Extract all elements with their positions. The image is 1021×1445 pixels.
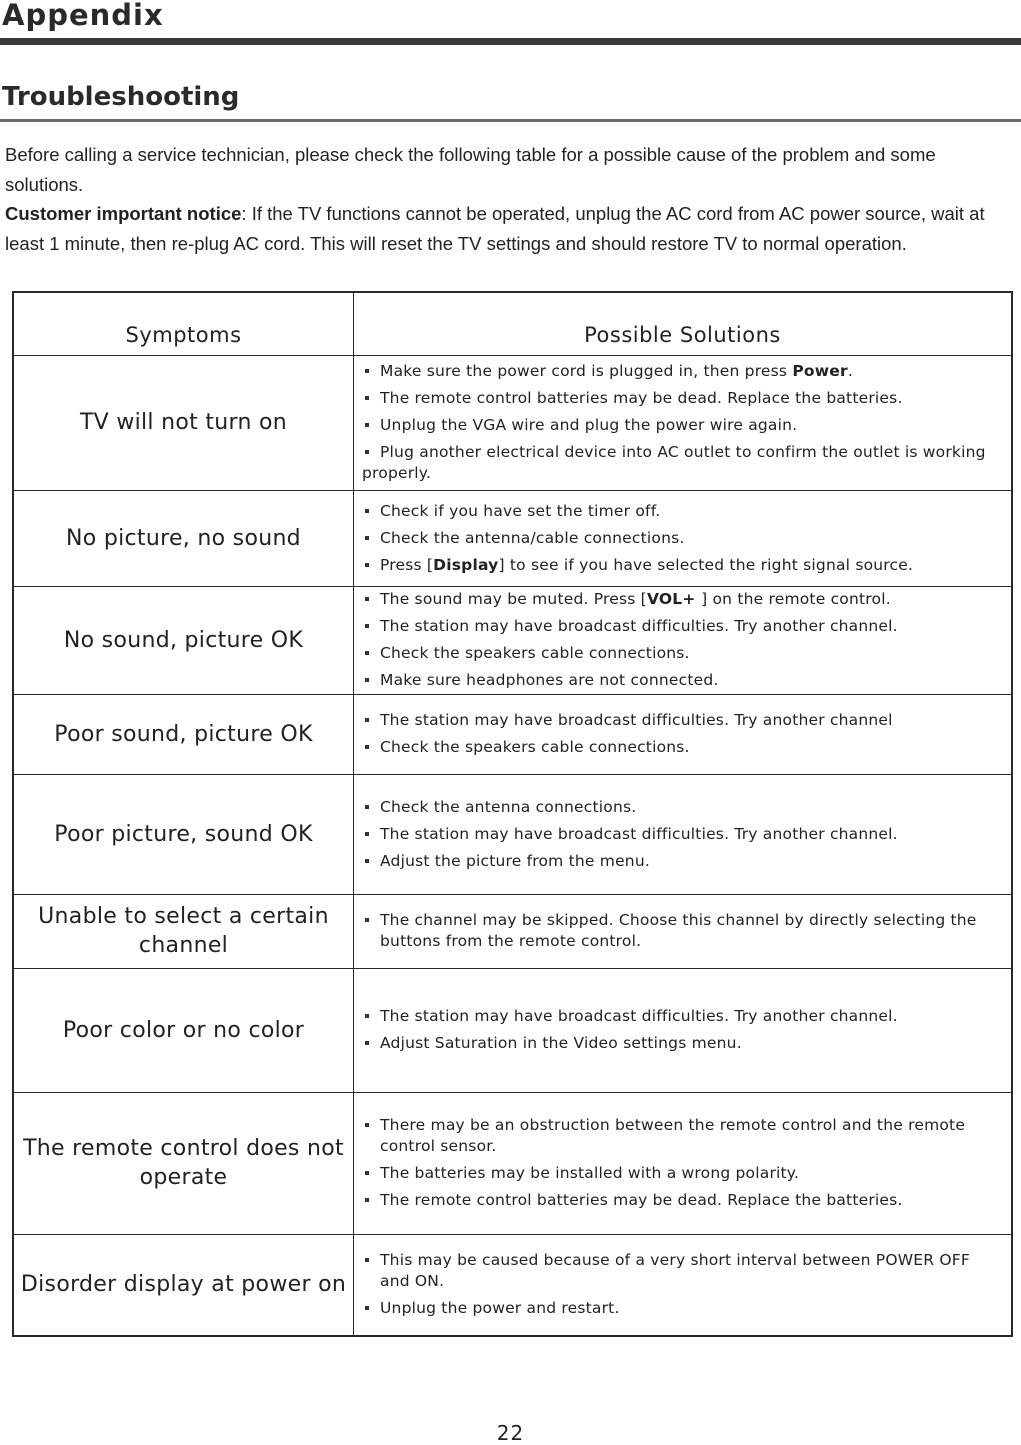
solution-item: Make sure the power cord is plugged in, then press Power.	[362, 361, 1003, 382]
solution-item: Adjust Saturation in the Video settings menu.	[362, 1033, 1003, 1054]
symptom-cell: Poor color or no color	[62, 1017, 305, 1043]
table-row	[14, 490, 1011, 587]
table-row	[14, 586, 1011, 695]
solutions-cell	[362, 774, 1003, 894]
solutions-cell	[362, 1092, 1003, 1234]
solution-item: The station may have broadcast difficulties. Try another channel.	[362, 1006, 1003, 1027]
solution-item: This may be caused because of a very short interval between POWER OFF and ON.	[362, 1250, 1003, 1292]
solutions-cell	[362, 694, 1003, 774]
page-number: 22	[496, 1421, 525, 1445]
troubleshooting-table	[12, 291, 1013, 1337]
solution-item: The batteries may be installed with a wrong polarity.	[362, 1163, 1003, 1184]
solution-item: The sound may be muted. Press [VOL+ ] on the remote control.	[362, 589, 1003, 610]
table-row	[14, 694, 1011, 775]
solution-item: Press [Display] to see if you have selected the right signal source.	[362, 555, 1003, 576]
symptom-cell: Disorder display at power on	[20, 1272, 347, 1297]
notice-label: Customer important notice	[5, 203, 242, 224]
heading-divider	[0, 38, 1021, 45]
solutions-cell	[362, 490, 1003, 586]
solution-item: The channel may be skipped. Choose this channel by directly selecting the buttons from the remote control.	[362, 910, 1003, 952]
solutions-cell	[362, 1234, 1003, 1335]
solutions-cell	[362, 968, 1003, 1092]
symptom-cell: No picture, no sound	[66, 525, 301, 551]
solution-item: Adjust the picture from the menu.	[362, 851, 1003, 872]
symptom-cell: Poor picture, sound OK	[54, 821, 313, 847]
symptom-cell: Unable to select a certain channel	[38, 904, 329, 958]
table-row	[14, 894, 1011, 969]
table-row	[14, 968, 1011, 1093]
table-header	[14, 293, 1011, 356]
table-row	[14, 1234, 1011, 1335]
header-symptoms: Symptoms	[125, 323, 242, 347]
solutions-cell	[362, 894, 1003, 968]
section-divider	[0, 119, 1021, 122]
keyword: Display	[433, 555, 499, 574]
symptom-cell: The remote control does not operate	[23, 1136, 344, 1190]
solution-item: The remote control batteries may be dead. Replace the batteries.	[362, 388, 1003, 409]
solution-item: Check the antenna connections.	[362, 797, 1003, 818]
solution-item: Make sure headphones are not connected.	[362, 670, 1003, 691]
header-solutions: Possible Solutions	[584, 323, 781, 347]
intro-block	[5, 140, 1015, 258]
solution-item: Unplug the VGA wire and plug the power wire again.	[362, 415, 1003, 436]
symptom-cell: Poor sound, picture OK	[54, 721, 313, 747]
notice-text: If the TV functions cannot be operated, unplug the AC cord from AC power source, wait at least 1 minute, then re-plug AC cord. This will reset the TV settings and should restore TV to normal operation.	[5, 203, 985, 254]
solution-item: Plug another electrical device into AC outlet to confirm the outlet is working properly.	[362, 442, 1003, 484]
solutions-cell	[362, 586, 1003, 694]
table-row	[14, 774, 1011, 895]
solution-item: Unplug the power and restart.	[362, 1298, 1003, 1319]
solution-item: Check the speakers cable connections.	[362, 643, 1003, 664]
section-title: Troubleshooting	[2, 82, 240, 112]
symptom-cell: No sound, picture OK	[63, 627, 304, 653]
solution-item: Check the antenna/cable connections.	[362, 528, 1003, 549]
solution-item: The station may have broadcast difficulties. Try another channel.	[362, 616, 1003, 637]
solution-item: There may be an obstruction between the remote control and the remote control sensor.	[362, 1115, 1003, 1157]
solution-item: The station may have broadcast difficulties. Try another channel.	[362, 824, 1003, 845]
solution-item: Check if you have set the timer off.	[362, 501, 1003, 522]
solution-item: Check the speakers cable connections.	[362, 737, 1003, 758]
notice-paragraph	[5, 199, 1015, 258]
keyword: Power	[792, 362, 848, 380]
table-row	[14, 1092, 1011, 1235]
keyword: VOL+	[646, 590, 702, 608]
solutions-cell	[362, 355, 1003, 490]
solution-item: The station may have broadcast difficulties. Try another channel	[362, 710, 1003, 731]
intro-paragraph: Before calling a service technician, please check the following table for a possible cause of the problem and some solutions.	[5, 144, 936, 195]
table-row	[14, 355, 1011, 491]
page-heading: Appendix	[2, 0, 164, 32]
notice-colon: :	[241, 203, 252, 224]
symptom-cell: TV will not turn on	[79, 410, 288, 435]
solution-item: The remote control batteries may be dead. Replace the batteries.	[362, 1190, 1003, 1211]
